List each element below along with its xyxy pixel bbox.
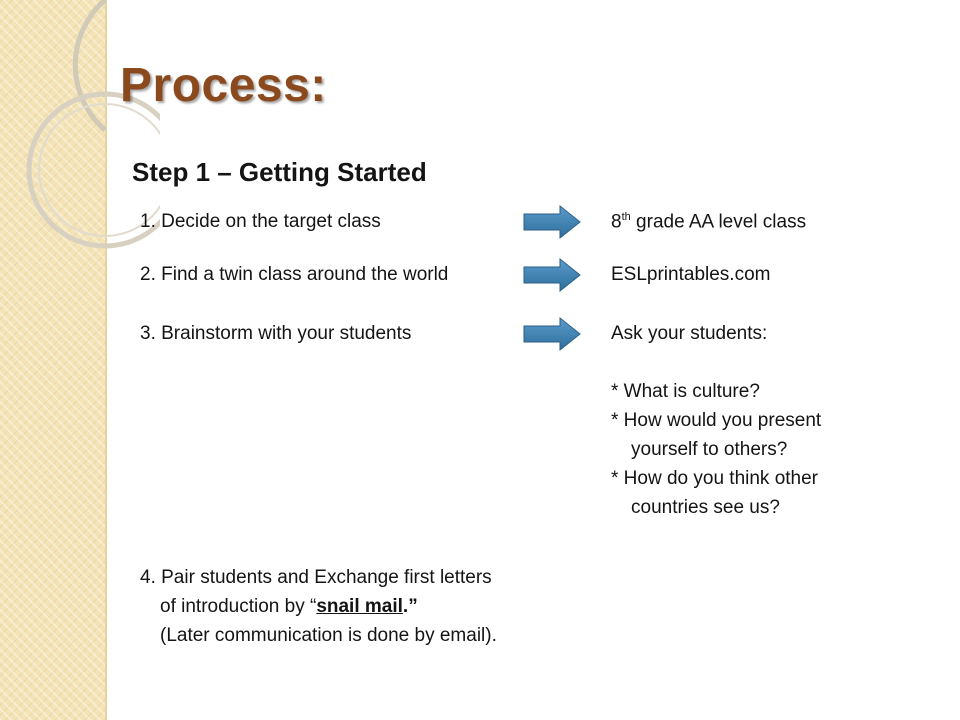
question-3: * How do you think other <box>611 468 819 489</box>
step-2-label: 2. Find a twin class around the world <box>140 264 449 285</box>
step-1-label: 1. Decide on the target class <box>140 211 381 232</box>
question-1: * What is culture? <box>611 381 760 402</box>
step-1-result: 8th grade AA level class <box>611 211 807 233</box>
step-4-line-3: (Later communication is done by email). <box>160 625 497 646</box>
question-2: * How would you present <box>611 410 822 431</box>
decorative-circles <box>0 0 160 260</box>
arrow-right-icon <box>522 204 582 240</box>
step-4-line-1: 4. Pair students and Exchange first letters <box>140 567 492 588</box>
step-3-result: Ask your students: <box>611 323 768 344</box>
question-2-cont: yourself to others? <box>631 439 788 460</box>
slide-title: Process: <box>120 59 327 112</box>
step-4-line-2: of introduction by “snail mail.” <box>160 596 418 617</box>
step-3-label: 3. Brainstorm with your students <box>140 323 412 344</box>
slide-subtitle: Step 1 – Getting Started <box>132 157 427 187</box>
snail-mail-link[interactable]: snail mail <box>316 596 403 617</box>
arrow-right-icon <box>522 257 582 293</box>
question-3-cont: countries see us? <box>631 497 780 518</box>
arrow-right-icon <box>522 316 582 352</box>
step-2-result: ESLprintables.com <box>611 264 771 285</box>
